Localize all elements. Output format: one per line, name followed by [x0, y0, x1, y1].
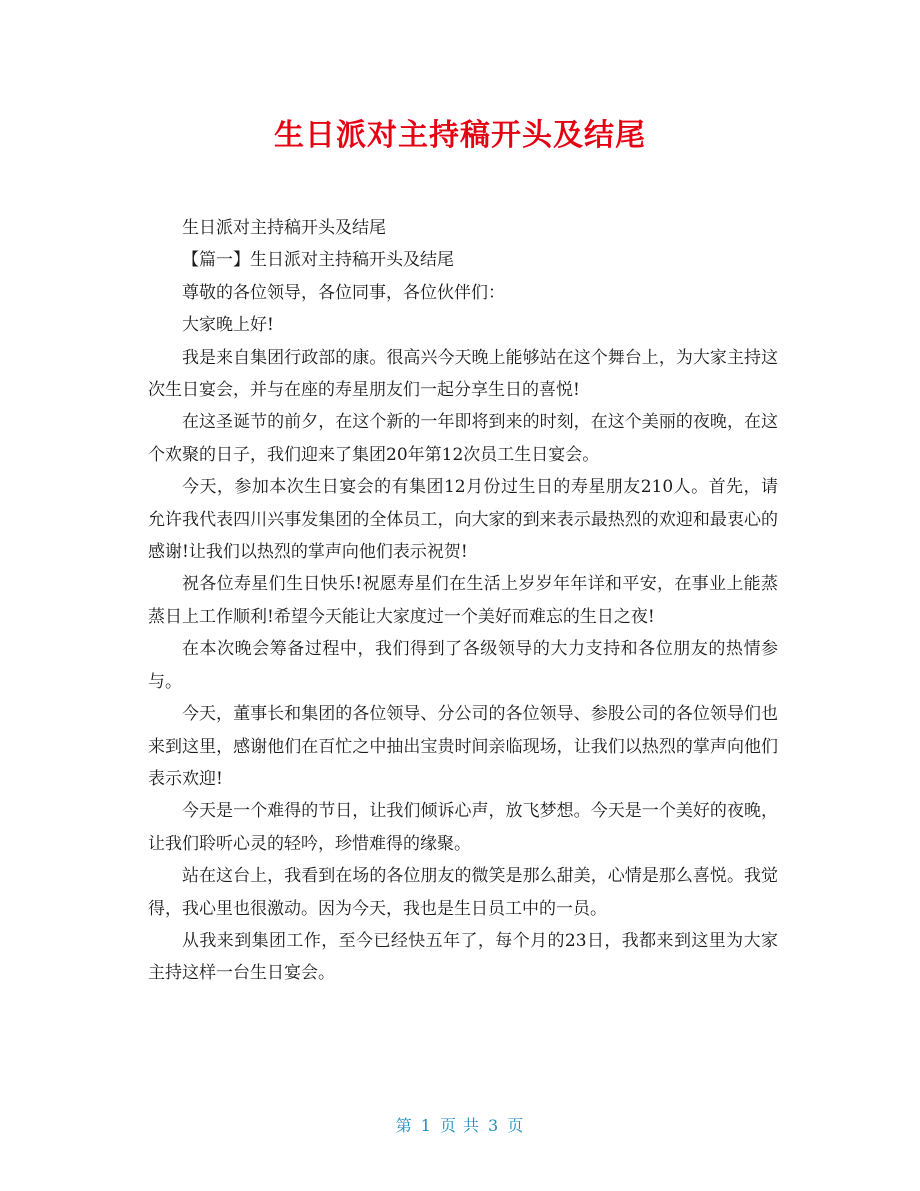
- paragraph: 祝各位寿星们生日快乐!祝愿寿星们在生活上岁岁年年详和平安，在事业上能蒸蒸日上工作顺利!希望今天能让大家度过一个美好而难忘的生日之夜!: [148, 574, 778, 627]
- paragraph: 大家晚上好!: [182, 315, 274, 336]
- paragraph: 从我来到集团工作，至今已经快五年了，每个月的23日，我都来到这里为大家主持这样一台生日宴会。: [148, 930, 778, 984]
- paragraph: 生日派对主持稿开头及结尾: [182, 218, 386, 238]
- paragraph: 【篇一】生日派对主持稿开头及结尾: [182, 250, 454, 271]
- paragraph: 今天，董事长和集团的各位领导、分公司的各位领导、参股公司的各位领导们也来到这里，感谢他们在百忙之中抽出宝贵时间亲临现场，让我们以热烈的掌声向他们表示欢迎!: [148, 704, 778, 789]
- page-label-mid: 页 共: [439, 1116, 481, 1135]
- page-label-prefix: 第: [395, 1116, 413, 1135]
- paragraph: 我是来自集团行政部的康。很高兴今天晚上能够站在这个舞台上，为大家主持这次生日宴会，并与在座的寿星朋友们一起分享生日的喜悦!: [148, 347, 778, 401]
- document-body: [148, 212, 778, 990]
- page-label-suffix: 页: [507, 1116, 525, 1135]
- page-footer: [0, 1114, 920, 1138]
- paragraph: 今天是一个难得的节日，让我们倾诉心声，放飞梦想。今天是一个美好的夜晚，让我们聆听心灵的轻吟，珍惜难得的缘聚。: [148, 801, 778, 854]
- paragraph: 尊敬的各位领导，各位同事，各位伙伴们：: [182, 282, 505, 303]
- total-pages-number: 3: [488, 1116, 500, 1135]
- document-title: 生日派对主持稿开头及结尾: [274, 118, 646, 153]
- paragraph: 站在这台上，我看到在场的各位朋友的微笑是那么甜美，心情是那么喜悦。我觉得，我心里也很激动。因为今天，我也是生日员工中的一员。: [148, 866, 778, 919]
- paragraph: 今天，参加本次生日宴会的有集团12月份过生日的寿星朋友210人。首先，请允许我代表四川兴事发集团的全体员工，向大家的到来表示最热烈的欢迎和最衷心的感谢!让我们以热烈的掌声向他们表示祝贺!: [148, 477, 778, 563]
- current-page-number: 1: [420, 1116, 432, 1135]
- paragraph: 在这圣诞节的前夕，在这个新的一年即将到来的时刻，在这个美丽的夜晚，在这个欢聚的日子，我们迎来了集团20年第12次员工生日宴会。: [148, 412, 778, 465]
- paragraph: 在本次晚会筹备过程中，我们得到了各级领导的大力支持和各位朋友的热情参与。: [148, 639, 778, 692]
